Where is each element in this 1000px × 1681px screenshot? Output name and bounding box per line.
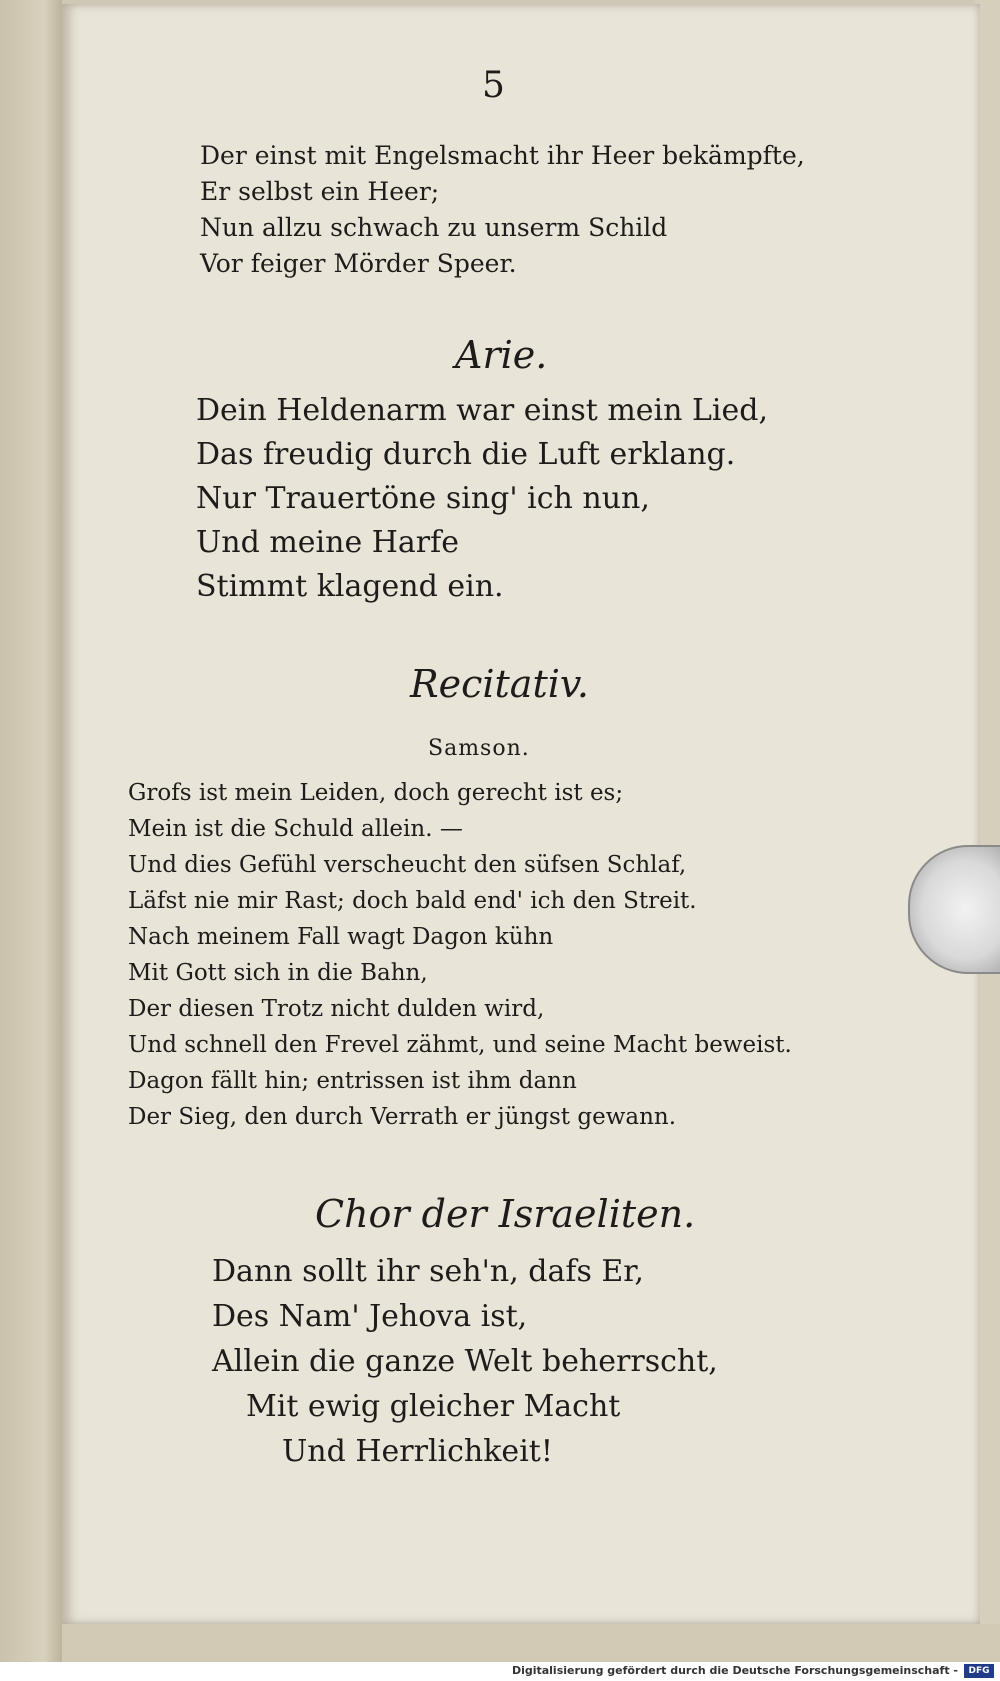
page-number: 5 [482, 65, 505, 106]
verse-line: Grofs ist mein Leiden, doch gerecht ist es; [128, 780, 624, 806]
verse-line: Des Nam' Jehova ist, [212, 1299, 528, 1334]
footer-bar [0, 1662, 1000, 1681]
verse-line: Dann sollt ihr seh'n, dafs Er, [212, 1254, 644, 1289]
chor-heading: Chor der Israeliten. [315, 1192, 696, 1236]
verse-line: Das freudig durch die Luft erklang. [196, 437, 736, 472]
verse-line: Stimmt klagend ein. [196, 569, 504, 604]
verse-line: Der einst mit Engelsmacht ihr Heer bekämpfte, [200, 141, 805, 170]
verse-line: Allein die ganze Welt beherrscht, [212, 1344, 718, 1379]
verse-line: Und Herrlichkeit! [282, 1434, 553, 1469]
verse-line: Der diesen Trotz nicht dulden wird, [128, 996, 545, 1022]
footer-credit: Digitalisierung gefördert durch die Deutsche Forschungsgemeinschaft - [511, 1664, 958, 1677]
speaker-name: Samson. [428, 736, 530, 761]
chor-stanza [212, 1249, 718, 1474]
verse-line: Nur Trauertöne sing' ich nun, [196, 481, 650, 516]
recitativ-heading: Recitativ. [410, 662, 589, 706]
verse-line: Mein ist die Schuld allein. — [128, 816, 463, 842]
verse-line: Mit ewig gleicher Macht [246, 1389, 621, 1424]
aria-heading: Arie. [455, 333, 548, 377]
recitativ-text [128, 775, 792, 1135]
verse-line: Dein Heldenarm war einst mein Lied, [196, 393, 769, 428]
verse-line: Läfst nie mir Rast; doch bald end' ich den Streit. [128, 888, 697, 914]
verse-line: Er selbst ein Heer; [200, 177, 440, 206]
previous-page-edge [0, 0, 62, 1662]
verse-line: Dagon fällt hin; entrissen ist ihm dann [128, 1068, 577, 1094]
verse-line: Mit Gott sich in die Bahn, [128, 960, 428, 986]
verse-line: Und schnell den Frevel zähmt, und seine Macht beweist. [128, 1032, 792, 1058]
verse-line: Nach meinem Fall wagt Dagon kühn [128, 924, 554, 950]
verse-line: Vor feiger Mörder Speer. [200, 249, 517, 278]
verse-line: Und dies Gefühl verscheucht den süfsen Schlaf, [128, 852, 687, 878]
verse-line: Der Sieg, den durch Verrath er jüngst gewann. [128, 1104, 677, 1130]
dfg-logo: DFG [964, 1664, 994, 1678]
aria-stanza [196, 389, 768, 609]
opening-stanza [200, 138, 805, 282]
verse-line: Und meine Harfe [196, 525, 459, 560]
page-edge-bottom [62, 1624, 1000, 1662]
verse-line: Nun allzu schwach zu unserm Schild [200, 213, 668, 242]
